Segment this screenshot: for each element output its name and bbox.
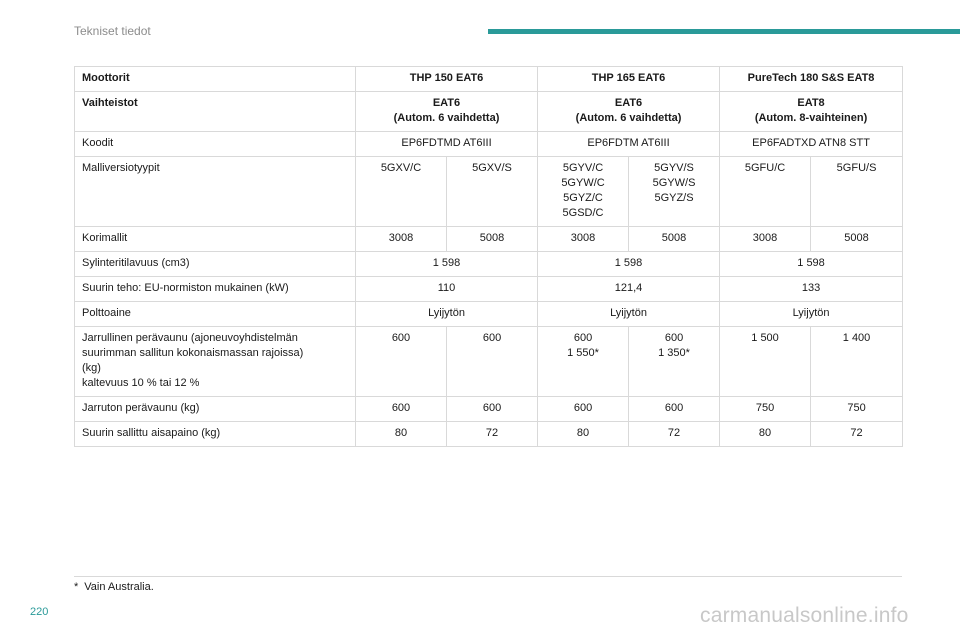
table-cell: 5GYV/C 5GYW/C 5GYZ/C 5GSD/C bbox=[538, 157, 629, 227]
table-row-fuel bbox=[75, 302, 903, 327]
table-cell: 600 bbox=[356, 397, 447, 422]
table-row-unbraked-trailer bbox=[75, 397, 903, 422]
table-cell: EP6FDTM AT6III bbox=[538, 132, 720, 157]
table-row-displacement bbox=[75, 252, 903, 277]
table-cell: 5GXV/S bbox=[447, 157, 538, 227]
table-cell: 600 bbox=[447, 327, 538, 397]
footnote bbox=[74, 581, 154, 593]
table-row-power bbox=[75, 277, 903, 302]
table-cell: 600 bbox=[356, 327, 447, 397]
table-cell: 5GFU/S bbox=[811, 157, 903, 227]
table-row-codes bbox=[75, 132, 903, 157]
row-label: Vaihteistot bbox=[75, 92, 356, 132]
table-cell: EP6FDTMD AT6III bbox=[356, 132, 538, 157]
row-label: Moottorit bbox=[75, 67, 356, 92]
engine-header: THP 150 EAT6 bbox=[356, 67, 538, 92]
table-cell: 72 bbox=[629, 422, 720, 447]
row-label: Jarruton perävaunu (kg) bbox=[75, 397, 356, 422]
watermark: carmanualsonline.info bbox=[700, 604, 909, 627]
table-cell: 80 bbox=[538, 422, 629, 447]
page-number: 220 bbox=[30, 606, 49, 618]
section-title: Tekniset tiedot bbox=[74, 24, 151, 38]
table-cell: 80 bbox=[356, 422, 447, 447]
footnote-mark: * bbox=[74, 581, 79, 593]
table-cell: 3008 bbox=[538, 227, 629, 252]
table-cell: 750 bbox=[811, 397, 903, 422]
table-cell: 121,4 bbox=[538, 277, 720, 302]
table-cell: 72 bbox=[447, 422, 538, 447]
footnote-text: Vain Australia. bbox=[84, 581, 154, 593]
row-label: Sylinteritilavuus (cm3) bbox=[75, 252, 356, 277]
table-cell: 5008 bbox=[629, 227, 720, 252]
table-cell: 1 400 bbox=[811, 327, 903, 397]
table-cell: 110 bbox=[356, 277, 538, 302]
row-label: Malliversiotyypit bbox=[75, 157, 356, 227]
table-cell: 750 bbox=[720, 397, 811, 422]
table-cell: Lyijytön bbox=[720, 302, 903, 327]
table-cell: 600 bbox=[538, 397, 629, 422]
table-cell: 1 598 bbox=[720, 252, 903, 277]
table-cell: 600 1 350* bbox=[629, 327, 720, 397]
table-row-variants bbox=[75, 157, 903, 227]
table-cell: 72 bbox=[811, 422, 903, 447]
header-accent-bar bbox=[488, 29, 960, 34]
table-cell: 600 1 550* bbox=[538, 327, 629, 397]
table-cell: 5GYV/S 5GYW/S 5GYZ/S bbox=[629, 157, 720, 227]
table-row-body bbox=[75, 227, 903, 252]
table-cell: 3008 bbox=[720, 227, 811, 252]
table-cell: Lyijytön bbox=[538, 302, 720, 327]
table-cell: EAT6 (Autom. 6 vaihdetta) bbox=[356, 92, 538, 132]
table-cell: 1 500 bbox=[720, 327, 811, 397]
table-row-braked-trailer bbox=[75, 327, 903, 397]
table-cell: Lyijytön bbox=[356, 302, 538, 327]
row-label: Korimallit bbox=[75, 227, 356, 252]
table-cell: 3008 bbox=[356, 227, 447, 252]
table-cell: 600 bbox=[447, 397, 538, 422]
row-label: Jarrullinen perävaunu (ajoneuvoyhdistelmän suurimman sallitun kokonaismassan rajoissa) (kg) kaltevuus 10 % tai 12 % bbox=[75, 327, 356, 397]
table-cell: 1 598 bbox=[356, 252, 538, 277]
row-label: Koodit bbox=[75, 132, 356, 157]
table-cell: 5GXV/C bbox=[356, 157, 447, 227]
table-cell: 5GFU/C bbox=[720, 157, 811, 227]
table-cell: EP6FADTXD ATN8 STT bbox=[720, 132, 903, 157]
table-cell: 5008 bbox=[811, 227, 903, 252]
table-row-engines bbox=[75, 67, 903, 92]
row-label: Polttoaine bbox=[75, 302, 356, 327]
table-cell: 5008 bbox=[447, 227, 538, 252]
row-label: Suurin sallittu aisapaino (kg) bbox=[75, 422, 356, 447]
engine-header: THP 165 EAT6 bbox=[538, 67, 720, 92]
table-cell: 80 bbox=[720, 422, 811, 447]
row-label: Suurin teho: EU-normiston mukainen (kW) bbox=[75, 277, 356, 302]
table-cell: 600 bbox=[629, 397, 720, 422]
specs-table bbox=[74, 66, 903, 447]
table-cell: EAT8 (Autom. 8-vaihteinen) bbox=[720, 92, 903, 132]
table-row-gearbox bbox=[75, 92, 903, 132]
engine-header: PureTech 180 S&S EAT8 bbox=[720, 67, 903, 92]
footnote-divider bbox=[74, 576, 902, 577]
table-cell: 1 598 bbox=[538, 252, 720, 277]
table-cell: EAT6 (Autom. 6 vaihdetta) bbox=[538, 92, 720, 132]
table-row-nose-weight bbox=[75, 422, 903, 447]
table-cell: 133 bbox=[720, 277, 903, 302]
